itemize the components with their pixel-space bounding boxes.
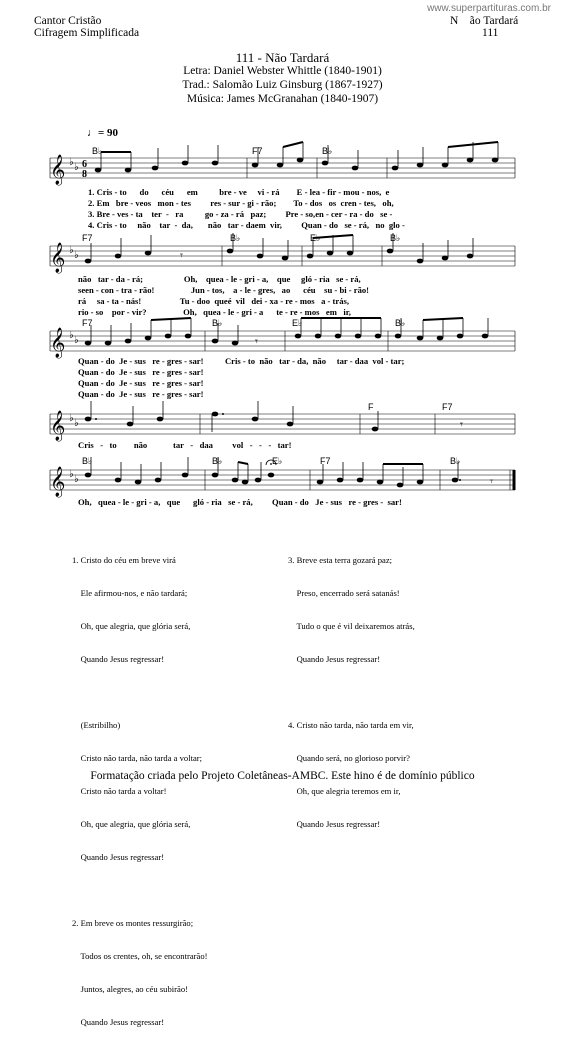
chord: E♭ (292, 318, 303, 328)
verse-3 (288, 533, 415, 687)
svg-text:6: 6 (82, 159, 87, 170)
header-song-name: N ão Tardará (450, 15, 519, 27)
svg-text:♭: ♭ (74, 250, 79, 261)
chord: B♭ (212, 456, 223, 466)
lyric-line: Cris - to não tar - daa vol - - - tar! (78, 440, 292, 450)
lyric-line: Oh, quea - le - gri - a, que gló - ria se - rá, Quan - do Je - sus re - gres - sar! (78, 497, 402, 507)
verses-right-column (288, 533, 415, 852)
svg-text:♭: ♭ (74, 418, 79, 429)
chord: E♭ (310, 233, 321, 243)
svg-text:𝄾: 𝄾 (180, 250, 183, 262)
svg-text:♭: ♭ (74, 474, 79, 485)
chord: B♭ (322, 146, 333, 156)
svg-text:𝄾: 𝄾 (490, 476, 493, 488)
tempo-marking: ♩= 90 (87, 127, 119, 139)
lyric-line: Quan - do Je - sus re - gres - sar! (78, 367, 204, 377)
svg-text:♭: ♭ (74, 335, 79, 346)
verse-line: Quando Jesus regressar! (72, 1017, 165, 1027)
verse-line: Quando Jesus regressar! (72, 654, 165, 664)
chord: F7 (442, 402, 453, 412)
svg-text:♭: ♭ (69, 413, 74, 424)
refrain (72, 698, 208, 885)
verse-line: Quando Jesus regressar! (72, 852, 165, 862)
verse-line: Juntos, alegres, ao céu subirão! (72, 984, 188, 994)
lyric-line: 3. Bre - ves - ta ter - ra go - za - rá paz; Pre - so,en - cer - ra - do se - (88, 209, 393, 219)
chord: F7 (82, 318, 93, 328)
verse-line: Quando Jesus regressar! (288, 654, 381, 664)
verse-line: 4. Cristo não tarda, não tarda em vir, (288, 720, 414, 730)
lyric-line: 1. Cris - to do céu em bre - ve vi - rá E - lea - fir - mou - nos, e (88, 187, 390, 197)
treble-clef-icon: 𝄞 (50, 328, 66, 357)
verse-line: Quando será, no glorioso porvir? (288, 753, 410, 763)
verse-line: 3. Breve esta terra gozará paz; (288, 555, 393, 565)
chord: B♭ (390, 233, 401, 243)
verse-line: Oh, que alegria, que glória será, (72, 621, 191, 631)
book-subtitle: Cifragem Simplificada (34, 27, 140, 39)
svg-text:𝄾: 𝄾 (255, 336, 258, 348)
verse-line: (Estribilho) (72, 720, 121, 730)
verse-1 (72, 533, 208, 687)
song-title: 111 - Não Tardará (235, 50, 330, 65)
chord: F (368, 402, 374, 412)
treble-clef-icon: 𝄞 (50, 467, 66, 496)
svg-text:♭: ♭ (69, 157, 74, 168)
verse-line: Ele afirmou-nos, e não tardará; (72, 588, 188, 598)
chord: F7 (82, 233, 93, 243)
verses-left-column (72, 533, 208, 1050)
lyric-line: rá sa - ta - nás! Tu - doo queé vil dei - xa - re - mos a - trás, (78, 296, 350, 306)
svg-text:♭: ♭ (74, 162, 79, 173)
verse-line: 2. Em breve os montes ressurgirão; (72, 918, 194, 928)
credit-translation: Trad.: Salomão Luiz Ginsburg (1867-1927) (182, 79, 383, 91)
chord: B♭ (92, 146, 103, 156)
lyric-line: Quan - do Je - sus re - gres - sar! (78, 389, 204, 399)
verse-line: Quando Jesus regressar! (288, 819, 381, 829)
verse-line: Tudo o que é vil deixaremos atrás, (288, 621, 415, 631)
svg-text:♭: ♭ (69, 330, 74, 341)
treble-clef-icon: 𝄞 (50, 243, 66, 272)
svg-text:♭: ♭ (69, 245, 74, 256)
book-name: Cantor Cristão (34, 15, 102, 27)
lyric-line: Quan - do Je - sus re - gres - sar! (78, 378, 204, 388)
verse-line: Oh, que alegria teremos em ir, (288, 786, 401, 796)
lyric-line: 2. Em bre - veos mon - tes res - sur - gi - rão; To - dos os cren - tes, oh, (88, 198, 394, 208)
chord: B♭ (395, 318, 406, 328)
svg-text:8: 8 (82, 169, 87, 180)
lyric-line: não tar - da - rá; Oh, quea - le - gri - a, que gló - ria se - rá, (78, 274, 361, 284)
chord: E♭ (272, 456, 283, 466)
svg-text:𝄾: 𝄾 (460, 419, 463, 431)
verse-line: Todos os crentes, oh, se encontrarão! (72, 951, 208, 961)
treble-clef-icon: 𝄞 (50, 155, 66, 184)
verse-line: 1. Cristo do céu em breve virá (72, 555, 176, 565)
verse-line: Cristo não tarda a voltar! (72, 786, 167, 796)
chord: B♭ (450, 456, 461, 466)
credit-music: Música: James McGranahan (1840-1907) (186, 93, 379, 105)
svg-text:♭: ♭ (69, 469, 74, 480)
lyric-line: Quan - do Je - sus re - gres - sar! Cris - to não tar - da, não tar - daa vol - tar; (78, 356, 405, 366)
chord: F7 (252, 146, 263, 156)
chord: B♭ (82, 456, 93, 466)
treble-clef-icon: 𝄞 (50, 411, 66, 440)
footer-note: Formatação criada pelo Projeto Coletâneas-AMBC. Este hino é de domínio público (90, 770, 475, 782)
lyric-line: seen - con - tra - rão! Jun - tos, a - le - gres, ao céu su - bi - rão! (78, 285, 370, 295)
lyric-line: 4. Cris - to não tar - da, não tar - daem vir, Quan - do se - rá, no glo - (88, 220, 405, 230)
header-song-number: 111 (482, 27, 499, 39)
lyric-line: rio - so por - vir? Oh, quea - le - gri - a te - re - mos em ir, (78, 307, 351, 317)
verse-line: Oh, que alegria, que glória será, (72, 819, 191, 829)
chord: B♭ (212, 318, 223, 328)
chord: F7 (320, 456, 331, 466)
verse-2 (72, 896, 208, 1050)
verse-line: Cristo não tarda, não tarda a voltar; (72, 753, 203, 763)
site-url[interactable]: www.superpartituras.com.br (427, 3, 551, 14)
credit-lyrics: Letra: Daniel Webster Whittle (1840-1901) (183, 65, 382, 77)
chord: B♭ (230, 233, 241, 243)
verse-line: Preso, encerrado será satanás! (288, 588, 400, 598)
